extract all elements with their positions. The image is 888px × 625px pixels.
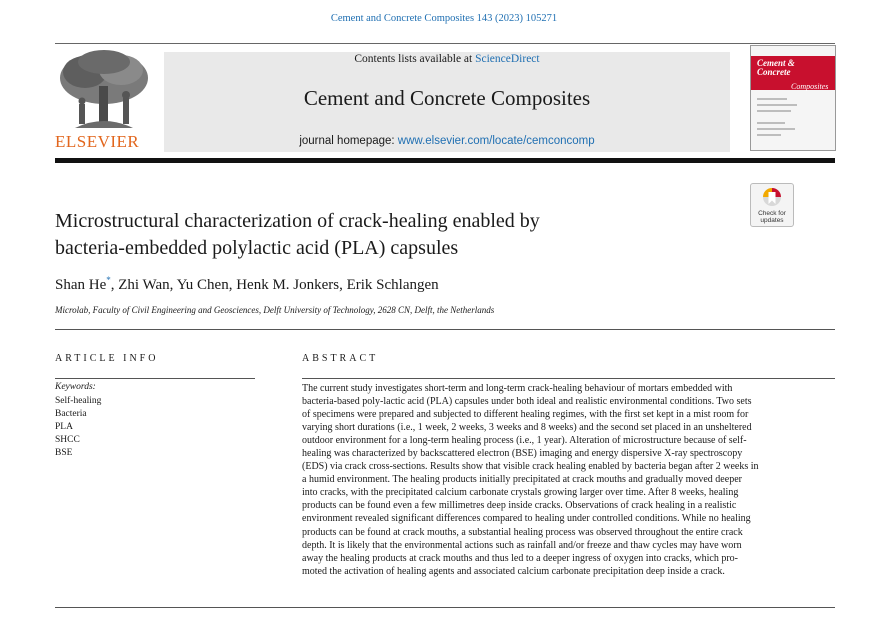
cover-title-line2: Concrete [757, 67, 791, 77]
abstract-line: outdoor environment for a long-term healing process (i.e., 1 year). Alteration of microstructure because of self- [302, 435, 747, 447]
cover-title [757, 59, 795, 77]
author-shan-he[interactable]: Shan He [55, 277, 107, 293]
cfu-line2: updates [760, 217, 784, 224]
journal-citation[interactable]: Cement and Concrete Composites 143 (2023) 105271 [330, 13, 558, 24]
sciencedirect-link[interactable]: ScienceDirect [475, 53, 540, 65]
abstract-heading: ABSTRACT [302, 353, 379, 364]
homepage-line [164, 135, 730, 147]
abstract-line: The current study investigates short-term and long-term crack-healing behaviour of mortars embedded with [302, 383, 733, 394]
cfu-line1: Check for [758, 210, 786, 217]
abstract-line: into cracks, with the precipitated calcium carbonate crystals growing larger over time. After 8 weeks, healing [302, 487, 739, 499]
abstract-line: bacteria-based poly-lactic acid (PLA) capsules under both ideal and realistic environmental conditions. Two sets [302, 396, 752, 408]
article-title [55, 208, 705, 262]
publisher-wordmark[interactable]: ELSEVIER [55, 132, 140, 151]
keyword: PLA [55, 422, 73, 432]
abstract-line: varying short durations (i.e., 1 week, 2 weeks, 3 weeks and 8 weeks) and the second set placed in an unsheltered [302, 422, 752, 434]
masthead-top-rule [55, 43, 835, 44]
article-info-rule [55, 378, 255, 379]
check-for-updates-label [751, 210, 793, 224]
abstract-line: moted the activation of healing agents and associated calcium carbonate precipitation deep inside a crack. [302, 565, 725, 577]
affiliation: Microlab, Faculty of Civil Engineering and Geosciences, Delft University of Technology, 2628 CN, Delft, the Netherlands [55, 305, 495, 315]
keyword: Self-healing [55, 396, 102, 406]
contents-line [164, 53, 730, 65]
abstract-line: depth. It is likely that the environmental actions such as rainfall and/or freeze and thaw cycles may have worn [302, 539, 742, 551]
abstract-line: (EDS) via crack cross-sections. Results show that visible crack healing enabled by bacteria began after 2 weeks in [302, 461, 759, 473]
bookmark-icon [762, 187, 782, 209]
cover-subtitle: Composites [791, 82, 829, 91]
keyword: Bacteria [55, 409, 87, 419]
corresponding-author-mark[interactable]: * [106, 275, 111, 285]
abstract-line: products can be found even a few millimetres deep inside cracks. Observations of crack healing in a realistic [302, 500, 737, 512]
masthead-thick-rule [55, 158, 835, 163]
keywords-list [55, 395, 101, 460]
title-line1: Microstructural characterization of crack-healing enabled by [55, 210, 540, 232]
section-rule [55, 329, 835, 330]
journal-cover-thumbnail[interactable] [750, 45, 836, 151]
keyword: BSE [55, 448, 73, 458]
author-list-rest: , Zhi Wan, Yu Chen, Henk M. Jonkers, Erik Schlangen [110, 277, 439, 293]
abstract-text [302, 382, 835, 578]
journal-name: Cement and Concrete Composites [303, 86, 591, 110]
homepage-link[interactable]: www.elsevier.com/locate/cemconcomp [397, 135, 595, 147]
abstract-line: products can be found at crack mouths, a substantial healing process was observed throughout the entire crack [302, 526, 743, 538]
abstract-rule [302, 378, 835, 379]
check-for-updates-button[interactable] [750, 183, 794, 227]
keywords-label: Keywords: [55, 382, 96, 392]
homepage-prefix: journal homepage: [299, 135, 398, 147]
abstract-line: a humid environment. The healing products initially precipitated at crack mouths and gradually moved deeper [302, 474, 742, 486]
abstract-line: away the healing products at crack mouths and thus led to a deeper ingress of oxygen into cracks, which pro- [302, 552, 738, 564]
contents-prefix: Contents lists available at [354, 53, 476, 65]
abstract-line: healing was characterized by backscattered electron (BSE) imaging and energy dispersive X-ray spectroscopy [302, 448, 743, 460]
abstract-line: environment revealed significant differences compared to healing under controlled conditions. While no healing [302, 513, 751, 525]
article-info-heading: ARTICLE INFO [55, 353, 159, 364]
cover-title-line1: Cement & [757, 58, 795, 68]
keyword: SHCC [55, 435, 80, 445]
tree-icon [55, 48, 153, 134]
abstract-line: of specimens were prepared and subjected to different healing regimes, with the first set kept in a mist room for [302, 409, 749, 421]
author-list [55, 275, 439, 294]
bottom-rule [55, 607, 835, 608]
title-line2: bacteria-embedded polylactic acid (PLA) capsules [55, 237, 459, 259]
